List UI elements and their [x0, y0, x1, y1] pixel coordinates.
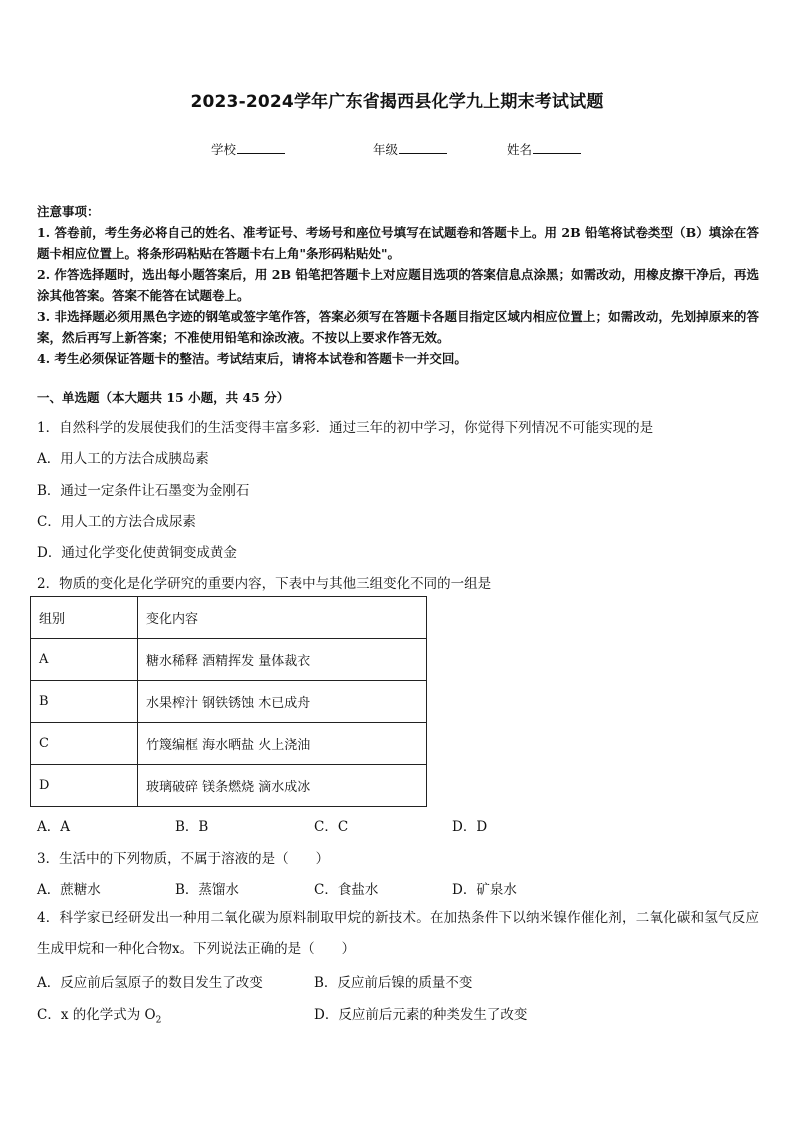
q1-stem: 1．自然科学的发展使我们的生活变得丰富多彩．通过三年的初中学习，你觉得下列情况不可能实现的是	[37, 420, 654, 436]
school-field[interactable]	[211, 140, 285, 158]
table-cell-content: 玻璃破碎 镁条燃烧 滴水成冰	[138, 765, 427, 807]
q2-option-b[interactable]: B．B	[175, 819, 209, 835]
section-title: 一、单选题（本大题共 15 小题，共 45 分）	[37, 390, 290, 405]
q4-option-c-subscript: 2	[155, 1015, 162, 1026]
table-cell-content: 糖水稀释 酒精挥发 量体裁衣	[138, 639, 427, 681]
q4-option-a[interactable]: A．反应前后氢原子的数目发生了改变	[37, 975, 263, 991]
name-blank[interactable]	[533, 141, 581, 154]
table-row	[31, 723, 427, 765]
q2-option-d[interactable]: D．D	[452, 819, 488, 835]
table-cell-content: 水果榨汁 钢铁锈蚀 木已成舟	[138, 681, 427, 723]
q2-table	[30, 596, 427, 807]
grade-field[interactable]	[373, 140, 447, 158]
q1-option-c[interactable]: C．用人工的方法合成尿素	[37, 514, 196, 530]
q4-stem: 4．科学家已经研发出一种用二氧化碳为原料制取甲烷的新技术。在加热条件下以纳米镍作催化剂，二氧化碳和氢气反应生成甲烷和一种化合物x。下列说法正确的是（ ）	[37, 910, 759, 957]
q1-option-a[interactable]: A．用人工的方法合成胰岛素	[37, 451, 209, 467]
school-label: 学校	[211, 142, 237, 157]
table-cell-group: A	[31, 639, 138, 681]
table-cell-group: B	[31, 681, 138, 723]
table-row	[31, 639, 427, 681]
notice-item-1: 1. 答卷前，考生务必将自己的姓名、准考证号、考场号和座位号填写在试题卷和答题卡上。用 2B 铅笔将试卷类型（B）填涂在答题卡相应位置上。将条形码粘贴在答题卡右上角"条形码粘贴处"。	[37, 225, 759, 261]
q1-option-b[interactable]: B．通过一定条件让石墨变为金刚石	[37, 483, 250, 499]
name-label: 姓名	[507, 142, 533, 157]
q2-option-a[interactable]: A．A	[37, 819, 70, 835]
table-header-cell: 变化内容	[138, 597, 427, 639]
table-header-cell: 组别	[31, 597, 138, 639]
q3-option-a[interactable]: A．蔗糖水	[37, 882, 101, 898]
page-title: 2023-2024学年广东省揭西县化学九上期末考试试题	[190, 92, 604, 112]
table-row	[31, 765, 427, 807]
q3-option-b[interactable]: B．蒸馏水	[175, 882, 239, 898]
q3-option-d[interactable]: D．矿泉水	[452, 882, 517, 898]
table-cell-content: 竹篾编框 海水晒盐 火上浇油	[138, 723, 427, 765]
q2-option-c[interactable]: C．C	[314, 819, 349, 835]
notice-item-4: 4. 考生必须保证答题卡的整洁。考试结束后，请将本试卷和答题卡一并交回。	[37, 351, 467, 366]
q4-option-b[interactable]: B．反应前后镍的质量不变	[314, 975, 473, 991]
notice-heading: 注意事项：	[37, 204, 100, 219]
notice-item-3: 3. 非选择题必须用黑色字迹的钢笔或签字笔作答，答案必须写在答题卡各题目指定区域内相应位置上；如需改动，先划掉原来的答案，然后再写上新答案；不准使用铅笔和涂改液。不按以上要求作答无效。	[37, 309, 759, 345]
q3-stem: 3．生活中的下列物质，不属于溶液的是（ ）	[37, 851, 330, 867]
q4-option-d[interactable]: D．反应前后元素的种类发生了改变	[314, 1007, 528, 1023]
table-header-row	[31, 597, 427, 639]
name-field[interactable]	[507, 140, 581, 158]
table-row	[31, 681, 427, 723]
student-info	[0, 140, 794, 160]
q1-option-d[interactable]: D．通过化学变化使黄铜变成黄金	[37, 545, 237, 561]
q2-stem: 2．物质的变化是化学研究的重要内容，下表中与其他三组变化不同的一组是	[37, 576, 492, 592]
q4-option-c[interactable]	[37, 1003, 161, 1026]
notice-block	[37, 201, 759, 369]
table-cell-group: D	[31, 765, 138, 807]
notice-item-2: 2. 作答选择题时，选出每小题答案后，用 2B 铅笔把答题卡上对应题目选项的答案信息点涂黑；如需改动，用橡皮擦干净后，再选涂其他答案。答案不能答在试题卷上。	[37, 267, 759, 303]
q4-option-c-text: C．x 的化学式为 O	[37, 1007, 156, 1023]
grade-blank[interactable]	[399, 141, 447, 154]
grade-label: 年级	[373, 142, 399, 157]
school-blank[interactable]	[237, 141, 285, 154]
table-cell-group: C	[31, 723, 138, 765]
q3-option-c[interactable]: C．食盐水	[314, 882, 379, 898]
